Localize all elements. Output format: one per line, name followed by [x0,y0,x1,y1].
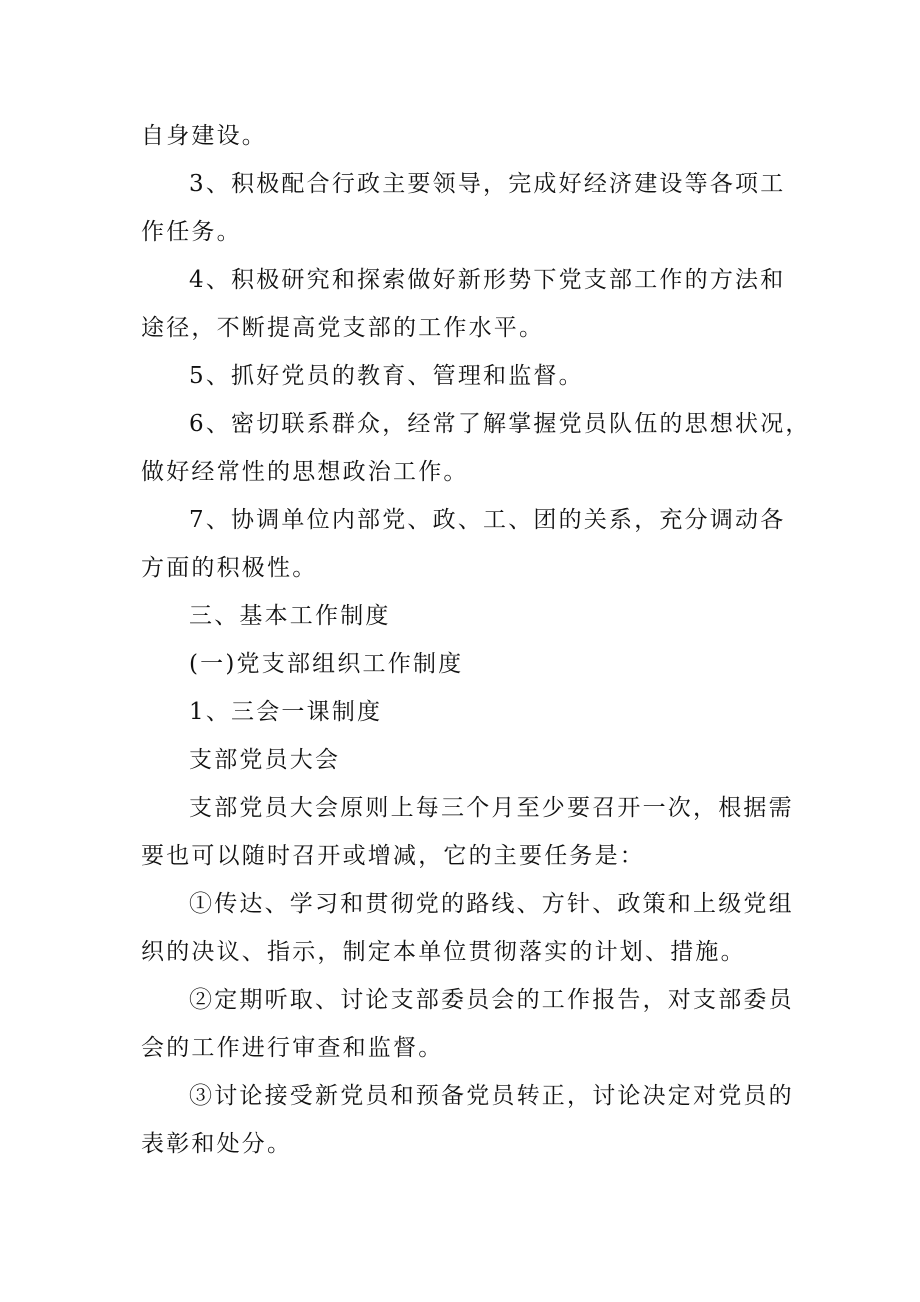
text-line: 5、抓好党员的教育、管理和监督。 [189,363,584,389]
text-line: 6、密切联系群众，经常了解掌握党员队伍的思想状况， [189,411,811,437]
document-body [141,112,811,1168]
text-line: 7、协调单位内部党、政、工、团的关系，充分调动各 [189,507,786,533]
text-line: 做好经常性的思想政治工作。 [141,459,469,485]
text-line: 会的工作进行审查和监督。 [141,1035,444,1061]
text-line: 4、积极研究和探索做好新形势下党支部工作的方法和 [189,267,786,293]
text-line: 支部党员大会原则上每三个月至少要召开一次，根据需 [189,795,794,821]
text-line: 途径，不断提高党支部的工作水平。 [141,315,545,341]
text-line: 3、积极配合行政主要领导，完成好经济建设等各项工 [189,171,786,197]
text-line: ①传达、学习和贯彻党的路线、方针、政策和上级党组 [189,891,794,917]
text-line: ③讨论接受新党员和预备党员转正，讨论决定对党员的 [189,1083,794,1109]
text-line: ②定期听取、讨论支部委员会的工作报告，对支部委员 [189,987,794,1013]
subsection-heading: (一)党支部组织工作制度 [189,651,464,677]
text-line: 表彰和处分。 [141,1131,293,1157]
section-heading: 三、基本工作制度 [189,603,391,629]
text-line: 方面的积极性。 [141,555,318,581]
text-line: 织的决议、指示，制定本单位贯彻落实的计划、措施。 [141,939,746,965]
text-line: 作任务。 [141,219,242,245]
item-heading: 1、三会一课制度 [189,699,383,725]
text-line: 自身建设。 [141,123,267,149]
item-subheading: 支部党员大会 [189,747,341,773]
text-line: 要也可以随时召开或增减，它的主要任务是： [141,843,645,869]
